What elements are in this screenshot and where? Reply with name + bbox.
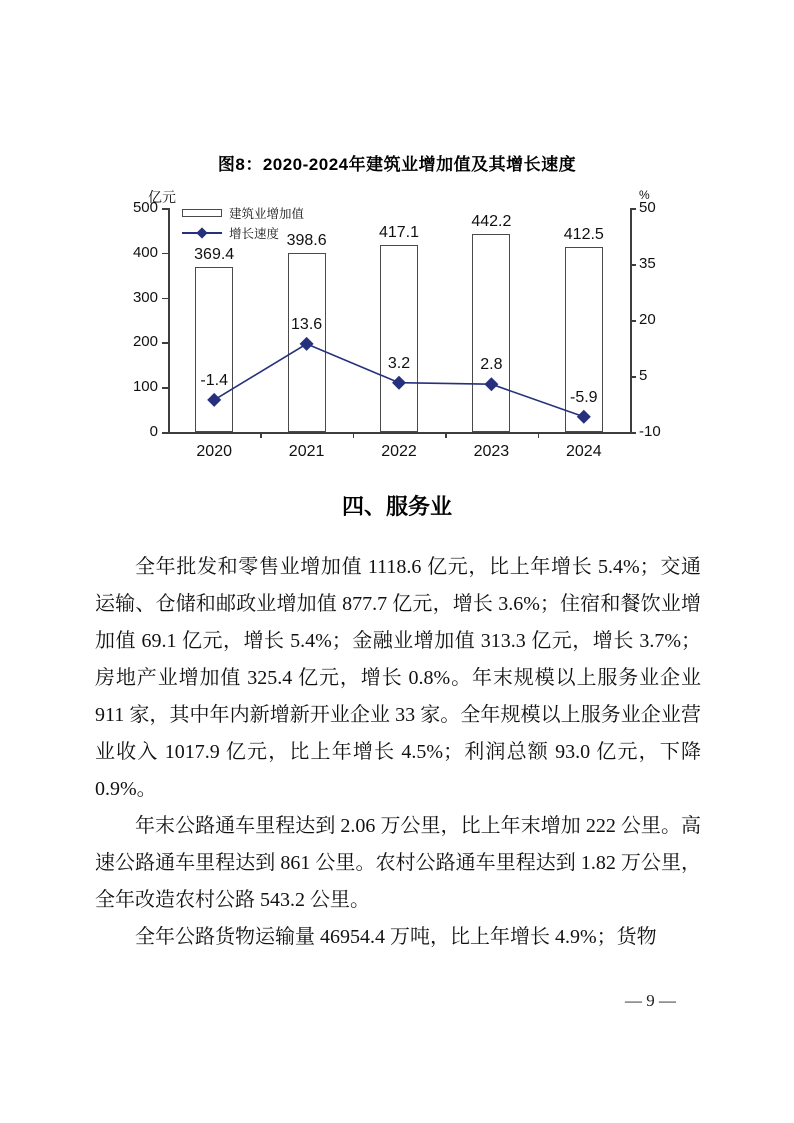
right-axis-tick	[630, 432, 636, 434]
bar-2020	[195, 267, 233, 432]
bar-label-2022: 417.1	[378, 224, 420, 242]
right-axis-tick	[630, 376, 636, 378]
bar-label-2023: 442.2	[471, 212, 512, 230]
bar-label-2020: 369.4	[194, 245, 235, 263]
growth-label-2020: -1.4	[200, 371, 228, 389]
x-axis-tick	[538, 432, 540, 438]
growth-label-2021: 13.6	[291, 315, 323, 333]
left-tick-label-200: 200	[132, 333, 158, 351]
figure-title: 图8：2020-2024年建筑业增加值及其增长速度	[217, 155, 577, 174]
right-tick-label-50: 50	[639, 199, 656, 216]
bar-label-2024: 412.5	[563, 226, 604, 244]
right-axis-tick	[630, 208, 636, 210]
left-axis-tick	[162, 387, 168, 389]
right-axis-unit-label: %	[639, 188, 650, 202]
left-tick-label-100: 100	[132, 378, 158, 396]
x-axis-tick	[445, 432, 447, 438]
left-tick-label-0: 0	[149, 423, 158, 440]
x-label-2023: 2023	[473, 443, 510, 460]
bar-2022	[380, 245, 418, 432]
legend-label-line: 增长速度	[229, 227, 280, 241]
section-heading: 四、服务业	[341, 494, 452, 519]
right-tick-label-35: 35	[639, 255, 656, 272]
legend-label-bar: 建筑业增加值	[229, 207, 305, 221]
left-axis-tick	[162, 432, 168, 434]
right-axis-tick	[630, 264, 636, 266]
right-tick-label--10: -10	[639, 423, 661, 440]
left-axis-unit-label: 亿元	[148, 191, 176, 206]
left-tick-label-300: 300	[132, 288, 158, 306]
left-tick-label-400: 400	[132, 243, 158, 261]
construction-chart	[130, 185, 690, 475]
x-label-2022: 2022	[381, 443, 417, 460]
bar-2021	[288, 253, 326, 432]
left-axis-tick	[162, 342, 168, 344]
left-axis-line	[168, 208, 170, 432]
left-tick-label-500: 500	[132, 199, 158, 216]
paragraph-freight-volume: 全年公路货物运输量 46954.4 万吨，比上年增长 4.9%；货物	[135, 926, 657, 948]
left-axis-tick	[162, 253, 168, 255]
bar-label-2021: 398.6	[286, 232, 327, 250]
growth-label-2024: -5.9	[570, 388, 598, 406]
bar-series-swatch-icon	[182, 209, 222, 217]
growth-label-2023: 2.8	[480, 356, 503, 374]
x-axis-tick	[260, 432, 262, 438]
growth-label-2022: 3.2	[387, 354, 411, 372]
x-label-2021: 2021	[288, 443, 325, 460]
left-axis-tick	[162, 298, 168, 300]
legend-diamond-marker-icon	[196, 227, 207, 238]
right-axis-tick	[630, 320, 636, 322]
line-series-swatch-icon	[182, 227, 222, 239]
right-tick-label-20: 20	[639, 311, 656, 328]
x-label-2020: 2020	[196, 443, 232, 460]
right-tick-label-5: 5	[639, 367, 648, 384]
paragraph-services-overview: 全年批发和零售业增加值 1118.6 亿元，比上年增长 5.4%；交通运输、仓储和邮政业增加值 877.7 亿元，增长 3.6%；住宿和餐饮业增加值 69.1 亿元，增长 5.4%；金融业增加值 313.3 亿元，增长 3.7%；房地产业增加值 325.4 亿元，增长 0.8%。年末规模以上服务业企业 911 家，其中年内新增新开业企业 33 家。全年规模以上服务业企业营业收入 1017.9 亿元，比上年增长 4.5%；利润总额 93.0 亿元，下降 0.9%。	[95, 556, 701, 800]
bar-2023	[472, 234, 510, 432]
x-axis-line	[168, 432, 632, 434]
legend-item-bar	[182, 203, 304, 223]
paragraph-road-mileage: 年末公路通车里程达到 2.06 万公里，比上年末增加 222 公里。高速公路通车里程达到 861 公里。农村公路通车里程达到 1.82 万公里，全年改造农村公路 543.2 公里。	[95, 815, 701, 911]
left-axis-tick	[162, 208, 168, 210]
page-number: — 9 —	[625, 991, 676, 1010]
x-label-2024: 2024	[566, 443, 602, 460]
x-axis-tick	[353, 432, 355, 438]
body-text	[95, 549, 701, 956]
